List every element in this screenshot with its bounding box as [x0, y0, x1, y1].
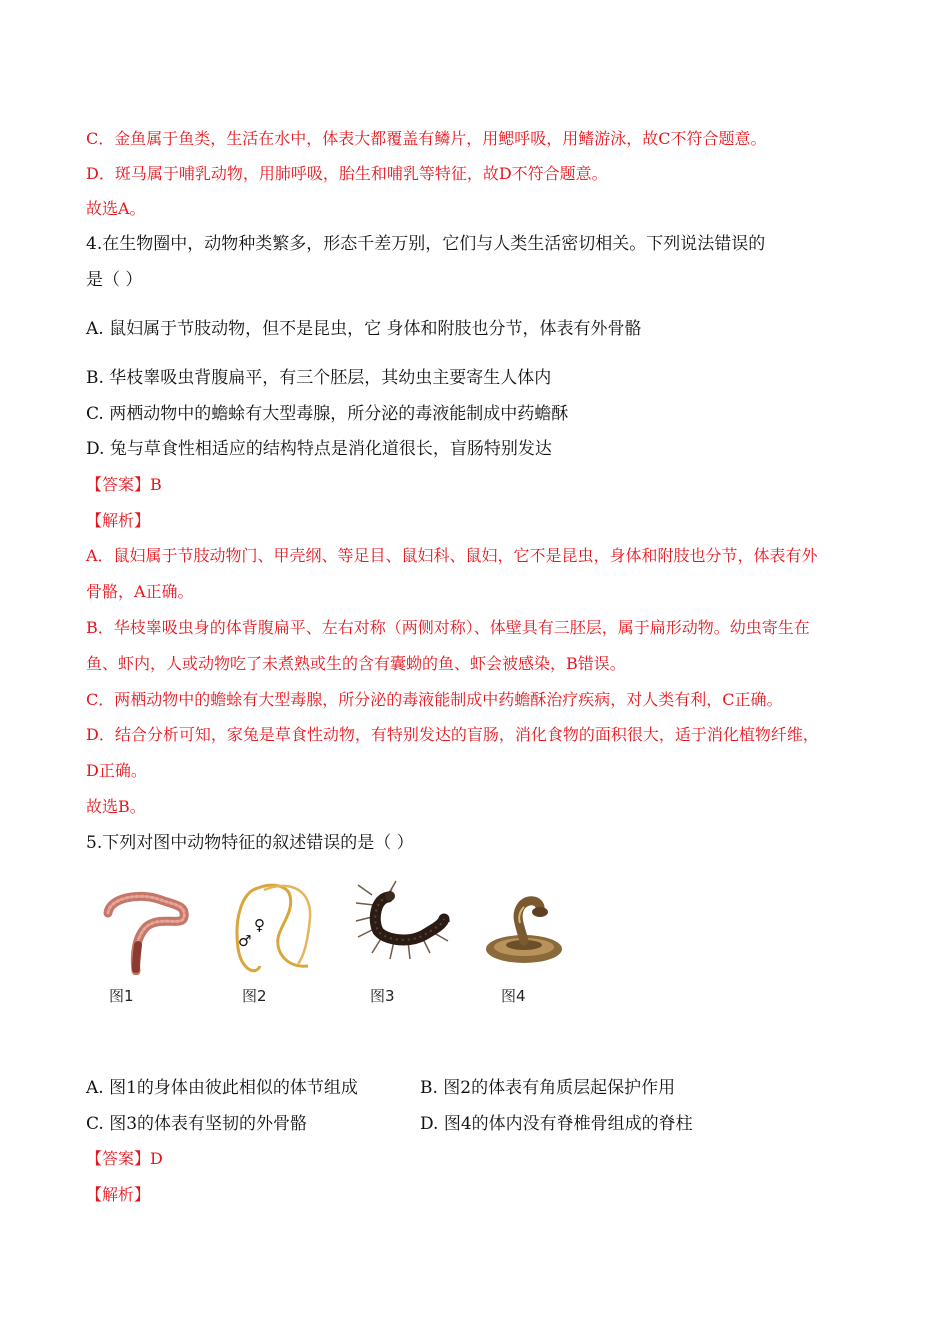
male-symbol: ♂ — [238, 932, 252, 950]
q5-answer: 【答案】D — [86, 1149, 163, 1168]
figure-2-roundworm-image — [228, 878, 318, 978]
choice-line: 故选A。 — [86, 199, 146, 218]
q4-option-d: D. 兔与草食性相适应的结构特点是消化道很长，盲肠特别发达 — [86, 439, 552, 459]
q4-option-a: A. 鼠妇属于节肢动物，但不是昆虫，它 身体和附肢也分节，体表有外骨骼 — [86, 319, 642, 339]
q4-choice: 故选B。 — [86, 797, 146, 816]
figure-1-label: 图1 — [109, 987, 134, 1005]
q4-analysis-line: 骨骼，A正确。 — [86, 582, 194, 601]
figure-4-label: 图4 — [501, 987, 526, 1005]
q5-option-a: A. 图1的身体由彼此相似的体节组成 — [86, 1078, 358, 1098]
figure-3-centipede-image — [352, 875, 452, 975]
q4-analysis-line: D．结合分析可知，家兔是草食性动物，有特别发达的盲肠，消化食物的面积很大，适于消化植物纤维， — [86, 725, 819, 744]
q5-stem: 5.下列对图中动物特征的叙述错误的是（ ） — [86, 833, 414, 853]
q4-answer: 【答案】B — [86, 475, 162, 494]
q5-option-d: D. 图4的体内没有脊椎骨组成的脊柱 — [420, 1114, 693, 1134]
figure-1-earthworm-image — [100, 875, 200, 975]
figure-3-label: 图3 — [370, 987, 395, 1005]
analysis-line-c: C．金鱼属于鱼类，生活在水中，体表大都覆盖有鳞片，用鳃呼吸，用鳍游泳，故C不符合题意。 — [86, 129, 767, 148]
q5-analysis-label: 【解析】 — [86, 1185, 151, 1204]
q5-option-c: C. 图3的体表有坚韧的外骨骼 — [86, 1114, 308, 1134]
q4-analysis-label: 【解析】 — [86, 511, 151, 530]
q4-stem-line1: 4.在生物圈中，动物种类繁多，形态千差万别，它们与人类生活密切相关。下列说法错误的 — [86, 234, 766, 254]
figure-2-label: 图2 — [242, 987, 267, 1005]
female-symbol: ♀ — [254, 916, 265, 934]
q4-analysis-line: A．鼠妇属于节肢动物门、甲壳纲、等足目、鼠妇科、鼠妇，它不是昆虫，身体和附肢也分节，体表有外 — [86, 546, 818, 565]
figure-4-snake-image — [480, 875, 570, 975]
q4-analysis-line: C．两栖动物中的蟾蜍有大型毒腺，所分泌的毒液能制成中药蟾酥治疗疾病，对人类有利，C正确。 — [86, 690, 783, 709]
q4-option-c: C. 两栖动物中的蟾蜍有大型毒腺，所分泌的毒液能制成中药蟾酥 — [86, 404, 569, 424]
q4-analysis-line: B．华枝睾吸虫身的体背腹扁平、左右对称（两侧对称）、体壁具有三胚层，属于扁形动物。幼虫寄生在 — [86, 618, 810, 637]
q4-analysis-line: 鱼、虾内，人或动物吃了未煮熟或生的含有囊蚴的鱼、虾会被感染，B错误。 — [86, 654, 626, 673]
q5-option-b: B. 图2的体表有角质层起保护作用 — [420, 1078, 676, 1098]
analysis-line-d: D．斑马属于哺乳动物，用肺呼吸，胎生和哺乳等特征，故D不符合题意。 — [86, 164, 608, 183]
q4-option-b: B. 华枝睾吸虫背腹扁平，有三个胚层，其幼虫主要寄生人体内 — [86, 368, 552, 388]
q4-stem-line2: 是（ ） — [86, 270, 143, 290]
q4-analysis-line: D正确。 — [86, 761, 147, 780]
